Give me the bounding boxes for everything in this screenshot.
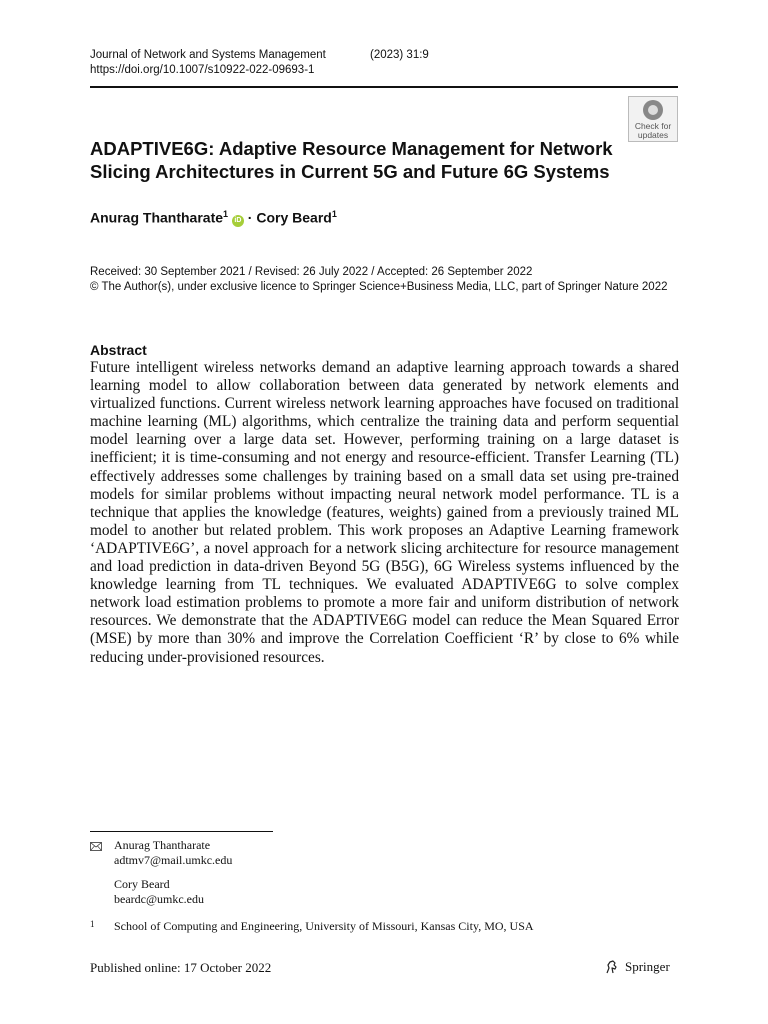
footnote-rule	[90, 831, 273, 832]
affiliation-text: School of Computing and Engineering, University of Missouri, Kansas City, MO, USA	[114, 919, 534, 933]
paper-title: ADAPTIVE6G: Adaptive Resource Management for Network Slicing Architectures in Current 5G and Future 6G Systems	[90, 138, 613, 182]
coauthor-block	[90, 877, 534, 907]
citation: (2023) 31:9	[370, 49, 429, 61]
check-for-updates-badge[interactable]	[628, 96, 678, 142]
springer-horse-icon	[604, 959, 620, 975]
affiliation-number: 1	[90, 919, 95, 929]
abstract-body: Future intelligent wireless networks demand an adaptive learning approach towards a shared learning model to allow collaboration between data generated by network elements and virtualized functions. Current wireless network learning approaches have focused on traditional machine learning (ML) algorithms, which centralize the training data and perform sequential model learning over a large data set. However, performing training on a large dataset is inefficient; it is time-consuming and not energy and resource-efficient. Transfer Learning (TL) effectively addresses some challenges by training based on a small data set using pre-trained models for similar problems without impacting neural network model performance. TL is a technique that applies the knowledge (features, weights) gained from a previously trained ML model to another but related problem. This work proposes an Adaptive Learning framework ‘ADAPTIVE6G’, a novel approach for a network slicing architecture for resource management and load prediction in data-driven Beyond 5G (B5G), 6G Wireless systems influenced by the knowledge learning from TL techniques. We evaluated ADAPTIVE6G to solve complex network load estimation problems to promote a more fair and uniform distribution of network resources. We demonstrate that the ADAPTIVE6G model can reduce the Mean Squared Error (MSE) by more than 30% and improve the Correlation Coefficient ‘R’ by close to 6% while reducing under-provisioned resources.	[90, 359, 679, 666]
orcid-icon[interactable]: iD	[232, 215, 244, 227]
footnotes	[90, 838, 534, 943]
correspondence-block	[90, 838, 534, 868]
published-date: Published online: 17 October 2022	[90, 960, 272, 975]
affiliation-marker: 1	[223, 209, 229, 219]
doi-link[interactable]: https://doi.org/10.1007/s10922-022-09693-1	[90, 64, 315, 76]
article-history	[90, 265, 680, 295]
corresponding-author-email[interactable]: adtmv7@mail.umkc.edu	[114, 853, 233, 867]
publisher-name: Springer	[625, 959, 670, 974]
coauthor-email[interactable]: beardc@umkc.edu	[114, 892, 205, 906]
author-separator: ·	[243, 209, 257, 226]
envelope-icon	[90, 842, 102, 851]
corresponding-author-name: Anurag Thantharate	[114, 838, 211, 852]
coauthor-name: Cory Beard	[114, 877, 170, 891]
header-rule	[90, 86, 678, 88]
badge-line2: updates	[637, 130, 669, 140]
author-name[interactable]: Cory Beard	[256, 209, 332, 226]
springer-logo[interactable]	[604, 959, 670, 975]
abstract-heading: Abstract	[90, 342, 147, 358]
author-line	[90, 209, 337, 227]
journal-header	[90, 48, 429, 78]
author-name[interactable]: Anurag Thantharate	[90, 209, 224, 226]
journal-name: Journal of Network and Systems Management	[90, 49, 326, 61]
copyright-notice: © The Author(s), under exclusive licence to Springer Science+Business Media, LLC, part of Springer Nature 2022	[90, 281, 668, 293]
affiliation-marker: 1	[331, 209, 337, 219]
affiliation-block	[90, 919, 534, 934]
history-dates: Received: 30 September 2021 / Revised: 26 July 2022 / Accepted: 26 September 2022	[90, 266, 533, 278]
crossmark-icon	[643, 100, 663, 120]
badge-line1: Check for	[634, 121, 672, 131]
